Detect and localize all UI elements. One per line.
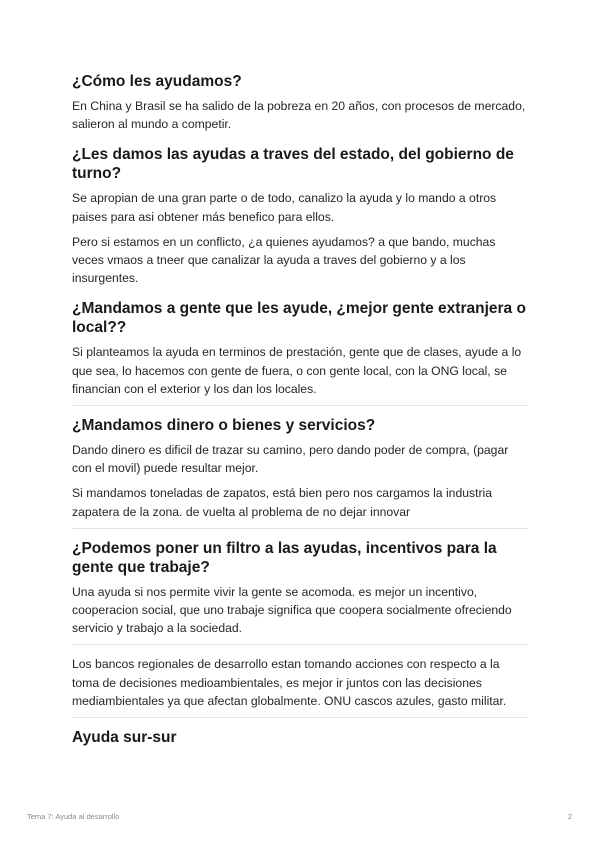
- section-heading: ¿Les damos las ayudas a traves del estado, del gobierno de turno?: [72, 146, 514, 183]
- section-dinero-bienes: [72, 416, 528, 521]
- footer-page-number: 2: [567, 812, 572, 821]
- divider: [72, 405, 528, 406]
- document-page: [72, 70, 528, 753]
- section-paragraph: Se apropian de una gran parte o de todo, canalizo la ayuda y lo mando a otros paises para asi obtener más benefico para ellos.: [72, 191, 497, 224]
- section-como-les-ayudamos: [72, 72, 528, 133]
- divider: [72, 717, 528, 718]
- footer-document-title: Tema 7: Ayuda al desarrollo: [27, 812, 120, 821]
- section-filtro-ayudas: [72, 539, 528, 638]
- section-paragraph: En China y Brasil se ha salido de la pobreza en 20 años, con procesos de mercado, salieron al mundo a competir.: [72, 99, 526, 132]
- section-paragraph: Los bancos regionales de desarrollo estan tomando acciones con respecto a la toma de decisiones medioambientales, es mejor ir juntos con las decisiones mediambientales ya que afectan globalmente. ONU cascos azules, gasto militar.: [72, 657, 507, 708]
- section-gente-extranjera-local: [72, 299, 528, 398]
- section-heading: ¿Mandamos a gente que les ayude, ¿mejor gente extranjera o local??: [72, 300, 526, 337]
- divider: [72, 528, 528, 529]
- divider: [72, 644, 528, 645]
- section-heading: ¿Podemos poner un filtro a las ayudas, incentivos para la gente que trabaje?: [72, 539, 497, 576]
- section-paragraph: Dando dinero es dificil de trazar su camino, pero dando poder de compra, (pagar con el movil) puede resultar mejor.: [72, 443, 509, 476]
- section-heading: ¿Cómo les ayudamos?: [72, 73, 242, 90]
- section-paragraph: Pero si estamos en un conflicto, ¿a quienes ayudamos? a que bando, muchas veces vmaos a tneer que canalizar la ayuda a traves del gobierno y a los insurgentes.: [72, 234, 496, 286]
- section-paragraph: Si mandamos toneladas de zapatos, está bien pero nos cargamos la industria zapatera de la zona. de vuelta al problema de no dejar innovar: [72, 486, 493, 519]
- section-paragraph: Si planteamos la ayuda en terminos de prestación, gente que de clases, ayude a lo que sea, lo hacemos con gente de fuera, o con gente local, con la ONG local, se financian con el exterior y los dan los locales.: [72, 345, 522, 396]
- section-ayudas-estado: [72, 145, 528, 287]
- section-bancos-regionales: [72, 655, 528, 710]
- section-heading: ¿Mandamos dinero o bienes y servicios?: [72, 417, 376, 435]
- section-paragraph: Una ayuda si nos permite vivir la gente se acomoda. es mejor un incentivo, cooperacion social, que uno trabaje significa que coopera socialmente ofreciendo servicio y trabajo a la sociedad.: [72, 584, 512, 636]
- section-heading: Ayuda sur-sur: [72, 729, 177, 747]
- section-ayuda-sur-sur: [72, 728, 528, 747]
